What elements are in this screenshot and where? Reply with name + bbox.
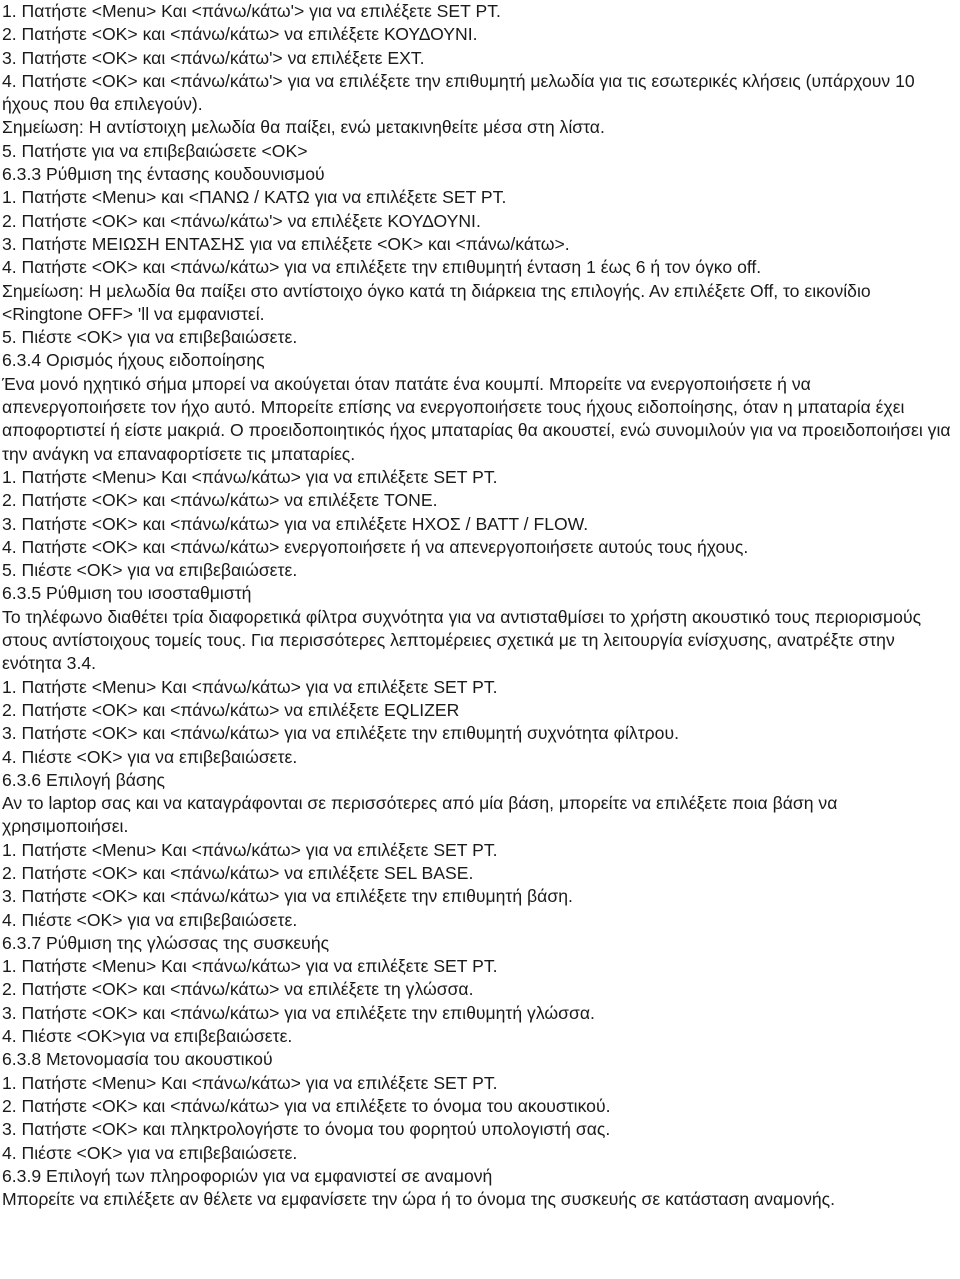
text-line: 2. Πατήστε <OK> και <πάνω/κάτω> να επιλέξετε EQLIZER — [2, 699, 460, 720]
text-line: 2. Πατήστε <OK> και <πάνω/κάτω'> να επιλέξετε ΚΟΥΔΟΥΝΙ. — [2, 210, 481, 231]
text-line: Σημείωση: Η αντίστοιχη μελωδία θα παίξει, ενώ μετακινηθείτε μέσα στη λίστα. — [2, 117, 605, 138]
text-line: 1. Πατήστε <Menu> Και <πάνω/κάτω> για να επιλέξετε SET PT. — [2, 466, 498, 487]
text-line: 3. Πατήστε <OK> και <πάνω/κάτω> για να επιλέξετε την επιθυμητή βάση. — [2, 886, 573, 907]
text-line: 4. Πατήστε <OK> και <πάνω/κάτω'> για να επιλέξετε την επιθυμητή μελωδία για τις εσωτερικές κλήσεις (υπάρχουν 10 ήχους που θα επιλεγούν). — [2, 70, 915, 115]
text-line: 1. Πατήστε <Menu> Και <πάνω/κάτω> για να επιλέξετε SET PT. — [2, 839, 498, 860]
text-line: 5. Πιέστε <OK> για να επιβεβαιώσετε. — [2, 327, 298, 348]
text-line: 6.3.9 Επιλογή των πληροφοριών για να εμφανιστεί σε αναμονή — [2, 1165, 493, 1186]
text-line: 2. Πατήστε <OK> και <πάνω/κάτω> να επιλέξετε TONE. — [2, 490, 438, 511]
text-line: 6.3.4 Ορισμός ήχους ειδοποίησης — [2, 350, 265, 371]
text-line: 2. Πατήστε <OK> και <πάνω/κάτω> να επιλέξετε τη γλώσσα. — [2, 979, 474, 1000]
text-line: 6.3.6 Επιλογή βάσης — [2, 769, 165, 790]
text-line: 3. Πατήστε <OK> και <πάνω/κάτω'> να επιλέξετε EXT. — [2, 47, 425, 68]
text-line: Αν το laptop σας και να καταγράφονται σε περισσότερες από μία βάση, μπορείτε να επιλέξετε ποια βάση να χρησιμοποιήσει. — [2, 793, 838, 837]
text-line: Ένα μονό ηχητικό σήμα μπορεί να ακούγεται όταν πατάτε ένα κουμπί. Μπορείτε να ενεργοποιήσετε ή να απενεργοποιήσετε τον ήχο αυτό. Μπορείτε επίσης να ενεργοποιήσετε τους ήχους ειδοποίησης, όταν η μπαταρία έχει αποφορτιστεί ή είστε μακριά. Ο προειδοποιητικός ήχος μπαταρίας θα ακουστεί, ενώ συνομιλούν για να προειδοποιήσει για την ανάγκη να επαναφορτίσετε τις μπαταρίες. — [2, 373, 951, 464]
text-line: 3. Πατήστε <OK> και <πάνω/κάτω> για να επιλέξετε την επιθυμητή συχνότητα φίλτρου. — [2, 723, 679, 744]
text-line: 3. Πατήστε <OK> και <πάνω/κάτω> για να επιλέξετε την επιθυμητή γλώσσα. — [2, 1002, 595, 1023]
text-line: 4. Πιέστε <OK> για να επιβεβαιώσετε. — [2, 909, 298, 930]
text-line: 6.3.3 Ρύθμιση της έντασης κουδουνισμού — [2, 164, 325, 185]
text-line: 4. Πιέστε <OK> για να επιβεβαιώσετε. — [2, 746, 298, 767]
text-line: 3. Πατήστε <OK> και πληκτρολογήστε το όνομα του φορητού υπολογιστή σας. — [2, 1119, 611, 1140]
text-line: 4. Πατήστε <OK> και <πάνω/κάτω> για να επιλέξετε την επιθυμητή ένταση 1 έως 6 ή τον όγκο off. — [2, 257, 762, 278]
text-line: 5. Πιέστε <OK> για να επιβεβαιώσετε. — [2, 560, 298, 581]
text-line: 6.3.8 Μετονομασία του ακουστικού — [2, 1049, 273, 1070]
text-line: 3. Πατήστε <OK> και <πάνω/κάτω> για να επιλέξετε ΗΧΟΣ / BATT / FLOW. — [2, 513, 589, 534]
text-line: 1. Πατήστε <Menu> Και <πάνω/κάτω> για να επιλέξετε SET PT. — [2, 1072, 498, 1093]
text-line: Μπορείτε να επιλέξετε αν θέλετε να εμφανίσετε την ώρα ή το όνομα της συσκευής σε κατάσταση αναμονής. — [2, 1189, 836, 1210]
text-line: 2. Πατήστε <OK> και <πάνω/κάτω> να επιλέξετε SEL BASE. — [2, 862, 474, 883]
text-line: 4. Πιέστε <OK> για να επιβεβαιώσετε. — [2, 1142, 298, 1163]
text-line: Σημείωση: Η μελωδία θα παίξει στο αντίστοιχο όγκο κατά τη διάρκεια της επιλογής. Αν επιλέξετε Off, το εικονίδιο <Ringtone OFF> 'll να εμφανιστεί. — [2, 280, 871, 324]
text-line: 2. Πατήστε <OK> και <πάνω/κάτω> να επιλέξετε ΚΟΥΔΟΥΝΙ. — [2, 24, 478, 45]
text-line: 3. Πατήστε ΜΕΙΩΣΗ ΕΝΤΑΣΗΣ για να επιλέξετε <OK> και <πάνω/κάτω>. — [2, 233, 570, 254]
text-line: 1. Πατήστε <Menu> Και <πάνω/κάτω> για να επιλέξετε SET PT. — [2, 676, 498, 697]
text-line: 4. Πιέστε <OK>για να επιβεβαιώσετε. — [2, 1026, 293, 1047]
text-line: 6.3.7 Ρύθμιση της γλώσσας της συσκευής — [2, 932, 330, 953]
text-line: 1. Πατήστε <Menu> Και <πάνω/κάτω> για να επιλέξετε SET PT. — [2, 956, 498, 977]
text-line: 6.3.5 Ρύθμιση του ισοσταθμιστή — [2, 583, 252, 604]
text-line: 1. Πατήστε <Menu> και <ΠΑΝΩ / ΚΑΤΩ για να επιλέξετε SET PT. — [2, 187, 507, 208]
text-line: 5. Πατήστε για να επιβεβαιώσετε <OK> — [2, 140, 308, 161]
text-line: Το τηλέφωνο διαθέτει τρία διαφορετικά φίλτρα συχνότητα για να αντισταθμίσει το χρήστη ακουστικό τους περιορισμούς στους αντίστοιχους τομείς τους. Για περισσότερες λεπτομέρειες σχετικά με τη λειτουργία ενίσχυσης, ανατρέξτε στην ενότητα 3.4. — [2, 606, 922, 674]
text-line: 2. Πατήστε <OK> και <πάνω/κάτω> για να επιλέξετε το όνομα του ακουστικού. — [2, 1095, 611, 1116]
text-line: 4. Πατήστε <OK> και <πάνω/κάτω> ενεργοποιήσετε ή να απενεργοποιήσετε αυτούς τους ήχους. — [2, 536, 749, 557]
text-line: 1. Πατήστε <Menu> Και <πάνω/κάτω'> για να επιλέξετε SET PT. — [2, 1, 501, 21]
